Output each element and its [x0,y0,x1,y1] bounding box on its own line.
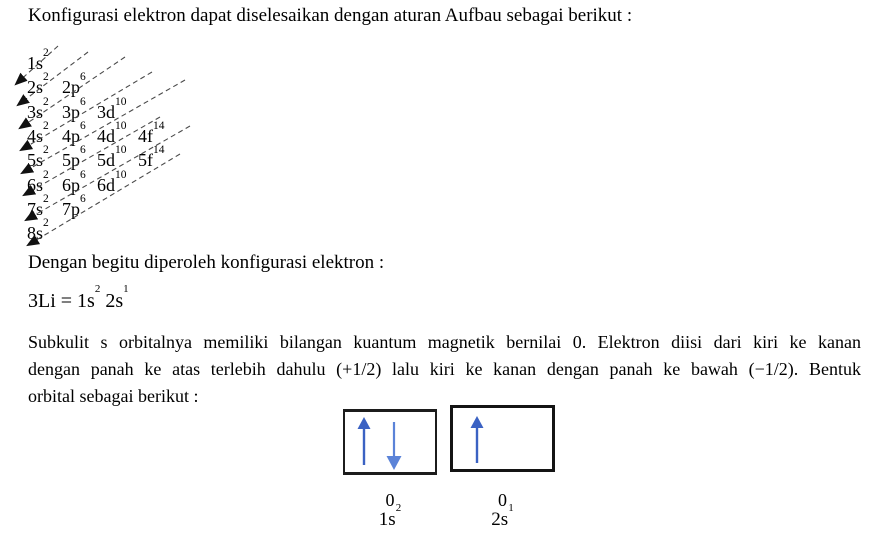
orbital-label-2s [450,491,555,530]
orbital-base: 1s [378,509,396,530]
orbital-cell-sup: 10 [115,144,127,157]
orbital-cell-sup: 6 [80,192,86,205]
orbital-cell-sup: 10 [115,119,127,132]
orbital-cell: $3s^2$ [27,95,49,122]
li-configuration [28,283,129,313]
magnetic-number-label: 0 [498,490,507,510]
orbital-cell: $4s^2$ [27,119,49,146]
magnetic-number-label: 0 [385,490,395,510]
orbital-sup: 1 [508,501,514,514]
orbital-cell-sup: 2 [43,95,49,108]
orbital-cell: $3d^{10}$ [97,95,127,122]
li-config-pre: 3Li = 1s [28,290,95,312]
orbital-cell-sup: 2 [43,144,49,157]
spin-down-arrow-icon [385,420,403,470]
li-config-sup2: 1 [123,283,129,296]
orbital-cell: $4f^{14}$ [138,119,165,146]
orbital-cell: $5p^6$ [62,144,86,171]
orbital-cell-sup: 2 [43,47,49,59]
orbital-name-label [450,501,555,530]
orbital-cell: $5f^{14}$ [138,144,165,171]
orbital-cell-sup: 14 [153,144,165,157]
orbital-cell: $2s^2$ [27,71,49,98]
li-config-sup1: 2 [94,283,101,296]
paragraph-line-1: Subkulit s orbitalnya memiliki bilangan kuantum magnetik bernilai 0. Elektron diisi dari kiri ke kanan [28,332,861,352]
orbital-cell: $3p^6$ [62,95,86,122]
orbital-sup: 2 [395,501,402,514]
orbital-cell: $4p^6$ [62,119,86,146]
orbital-cell-sup: 2 [43,192,49,205]
orbital-cell-sup: 10 [115,168,127,181]
paragraph-line-2: dengan panah ke atas terlebih dahulu (+1/2) lalu kiri ke kanan dengan panah ke bawah (−1/2). Bentuk [28,359,861,379]
orbital-name-label [343,501,437,530]
orbital-cell-sup: 6 [80,168,86,181]
paragraph-line-3: orbital sebagai berikut : [28,386,199,406]
orbital-cell: $5d^{10}$ [97,144,127,171]
spin-up-arrow-icon [468,416,486,466]
orbital-cell: $4d^{10}$ [97,119,127,146]
orbital-cell-sup: 6 [80,144,86,157]
orbital-cell-sup: 2 [43,71,49,84]
orbital-cell: $6d^{10}$ [97,168,127,195]
orbital-cell: $1s^2$ [27,47,49,73]
orbital-box-2s [450,405,555,472]
explanation-paragraph [28,329,861,410]
orbital-cell-sup: 10 [115,95,127,108]
li-config-mid: 2s [100,290,124,312]
orbital-cell-sup: 6 [80,71,86,84]
orbital-cell-sup: 2 [43,217,49,230]
orbital-cell-sup: 14 [153,119,165,132]
intro-sentence: Konfigurasi elektron dapat diselesaikan dengan aturan Aufbau sebagai berikut : [28,5,633,26]
orbital-cell: $7s^2$ [27,192,49,219]
orbital-base: 2s [491,509,509,530]
orbital-cell-sup: 2 [43,168,49,181]
spin-up-arrow-icon [355,417,373,467]
conclusion-sentence: Dengan begitu diperoleh konfigurasi elektron : [28,252,385,273]
orbital-cell: $2p^6$ [62,71,86,98]
orbital-cell: $5s^2$ [27,144,49,171]
orbital-cell: $6s^2$ [27,168,49,195]
orbital-cell: $6p^6$ [62,168,86,195]
orbital-cell-sup: 2 [43,119,49,132]
orbital-cell-sup: 6 [80,119,86,132]
orbital-cell: $7p^6$ [62,192,86,219]
orbital-label-1s [343,491,437,530]
orbital-cell-sup: 6 [80,95,86,108]
orbital-cell: $8s^2$ [27,217,49,244]
orbital-box-1s [343,409,437,475]
